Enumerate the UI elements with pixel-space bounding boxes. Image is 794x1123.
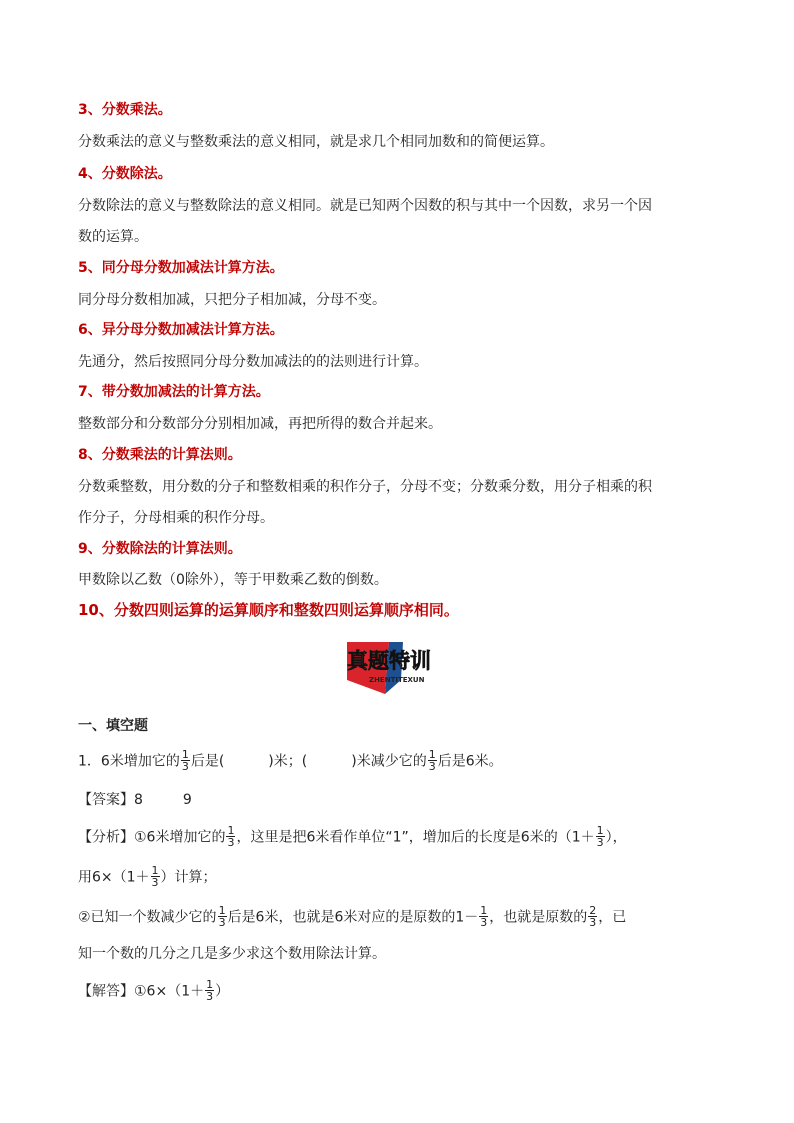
section-8-body-1: 分数乘整数，用分数的分子和整数相乘的积作分子，分母不变；分数乘分数，用分子相乘的积 bbox=[78, 479, 652, 495]
section-3-heading: 3、分数乘法。 bbox=[78, 102, 172, 118]
section-9-body: 甲数除以乙数（0除外），等于甲数乘乙数的倒数。 bbox=[78, 572, 388, 588]
section-8-body-2: 作分子，分母相乘的积作分母。 bbox=[78, 510, 274, 526]
analysis-line-2 bbox=[78, 866, 217, 889]
fraction-two-thirds: $\frac{2}{3}$ bbox=[589, 904, 597, 929]
analysis-text: 用6×（1＋ bbox=[78, 869, 150, 886]
q1-part-4: )米减少它的 bbox=[351, 753, 427, 770]
analysis-text: 后是6米，也就是6米对应的是原数的1－ bbox=[227, 909, 479, 926]
section-4-body-1: 分数除法的意义与整数除法的意义相同。就是已知两个因数的积与其中一个因数，求另一个因 bbox=[78, 198, 652, 214]
q1-part-3: )米；( bbox=[268, 753, 308, 770]
fraction-one-third: $\frac{1}{3}$ bbox=[206, 978, 214, 1003]
fraction-one-third: $\frac{1}{3}$ bbox=[151, 864, 159, 889]
answer-value-2: 9 bbox=[182, 792, 192, 808]
fraction-one-third: $\frac{1}{3}$ bbox=[181, 748, 189, 773]
section-6-body: 先通分，然后按照同分母分数加减法的的法则进行计算。 bbox=[78, 354, 428, 370]
solution-text: ） bbox=[215, 983, 230, 1000]
analysis-text: ，已 bbox=[598, 909, 627, 926]
analysis-text: ）计算； bbox=[160, 869, 217, 886]
answer-value-1: 8 bbox=[134, 792, 143, 808]
analysis-text: ②已知一个数减少它的 bbox=[78, 909, 217, 926]
analysis-text: ，这里是把6米看作单位“1”，增加后的长度是6米的（1＋ bbox=[236, 829, 595, 846]
analysis-text: ）， bbox=[605, 829, 627, 846]
logo-sub-text: ZHENTITEXUN bbox=[369, 676, 425, 684]
section-4-heading: 4、分数除法。 bbox=[78, 166, 172, 182]
exercise-section-title: 一、填空题 bbox=[78, 718, 148, 734]
zhenti-texun-logo bbox=[345, 636, 449, 700]
section-6-heading: 6、异分母分数加减法计算方法。 bbox=[78, 322, 284, 338]
section-9-heading: 9、分数除法的计算法则。 bbox=[78, 541, 242, 557]
analysis-line-3 bbox=[78, 906, 626, 929]
section-5-heading: 5、同分母分数加减法计算方法。 bbox=[78, 260, 284, 276]
section-7-body: 整数部分和分数部分分别相加减，再把所得的数合并起来。 bbox=[78, 416, 442, 432]
section-4-body-2: 数的运算。 bbox=[78, 229, 148, 245]
fraction-one-third: $\frac{1}{3}$ bbox=[218, 904, 226, 929]
fraction-one-third: $\frac{1}{3}$ bbox=[480, 904, 488, 929]
fraction-one-third: $\frac{1}{3}$ bbox=[428, 748, 436, 773]
answer-label: 【答案】 bbox=[78, 792, 134, 808]
q1-part-2: 后是( bbox=[190, 753, 225, 770]
logo-main-text: 真题特训 bbox=[347, 649, 431, 673]
section-7-heading: 7、带分数加减法的计算方法。 bbox=[78, 384, 270, 400]
solution-line bbox=[78, 980, 229, 1003]
analysis-text: 【分析】①6米增加它的 bbox=[78, 829, 226, 846]
analysis-line-4: 知一个数的几分之几是多少求这个数用除法计算。 bbox=[78, 946, 386, 962]
answer-line bbox=[78, 790, 192, 810]
section-5-body: 同分母分数相加减，只把分子相加减，分母不变。 bbox=[78, 292, 386, 308]
section-3-body: 分数乘法的意义与整数乘法的意义相同，就是求几个相同加数和的简便运算。 bbox=[78, 134, 554, 150]
solution-text: 【解答】①6×（1＋ bbox=[78, 983, 205, 1000]
question-1 bbox=[78, 750, 503, 773]
section-8-heading: 8、分数乘法的计算法则。 bbox=[78, 447, 242, 463]
q1-part-5: 后是6米。 bbox=[437, 753, 503, 770]
q1-part-1: 1．6米增加它的 bbox=[78, 753, 180, 770]
analysis-line-1 bbox=[78, 826, 627, 849]
fraction-one-third: $\frac{1}{3}$ bbox=[227, 824, 235, 849]
fraction-one-third: $\frac{1}{3}$ bbox=[596, 824, 604, 849]
section-10-heading: 10、分数四则运算的运算顺序和整数四则运算顺序相同。 bbox=[78, 601, 459, 619]
analysis-text: ，也就是原数的 bbox=[489, 909, 588, 926]
